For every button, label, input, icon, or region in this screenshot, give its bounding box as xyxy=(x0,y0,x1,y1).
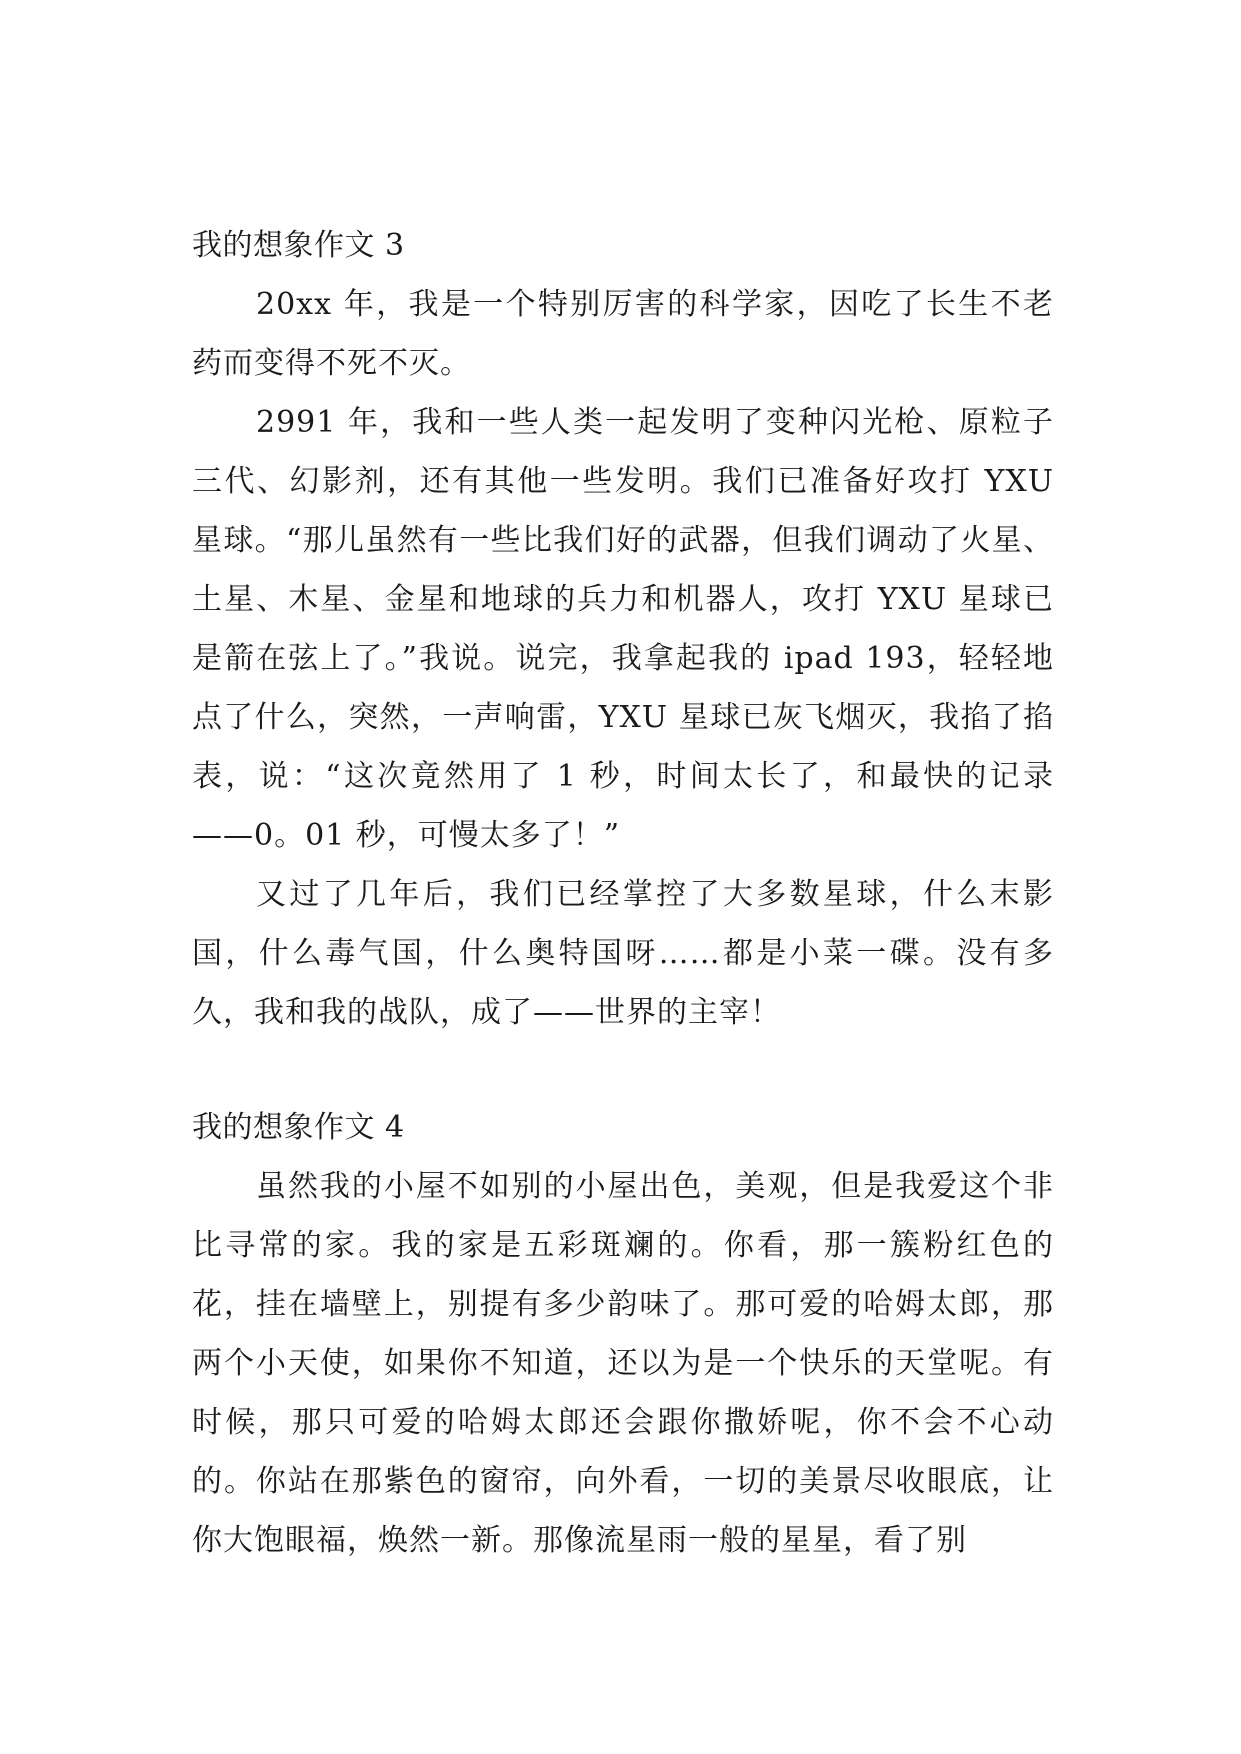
paragraph: 虽然我的小屋不如别的小屋出色，美观，但是我爱这个非比寻常的家。我的家是五彩斑斓的。你看，那一簇粉红色的花，挂在墙壁上，别提有多少韵味了。那可爱的哈姆太郎，那两个小天使，如果你不知道，还以为是一个快乐的天堂呢。有时候，那只可爱的哈姆太郎还会跟你撒娇呢，你不会不心动的。你站在那紫色的窗帘，向外看，一切的美景尽收眼底，让你大饱眼福，焕然一新。那像流星雨一般的星星，看了别 xyxy=(192,1169,1054,1558)
section-title: 我的想象作文 4 xyxy=(192,1110,405,1145)
essay-section-3 xyxy=(192,216,1054,1042)
document-body xyxy=(192,216,1054,1570)
paragraph: 又过了几年后，我们已经掌控了大多数星球，什么末影国，什么毒气国，什么奥特国呀……都是小菜一碟。没有多久，我和我的战队，成了——世界的主宰！ xyxy=(192,877,1054,1030)
section-spacer xyxy=(192,1042,1054,1098)
essay-section-4 xyxy=(192,1098,1054,1570)
paragraph: 20xx 年，我是一个特别厉害的科学家，因吃了长生不老药而变得不死不灭。 xyxy=(192,287,1054,381)
paragraph: 2991 年，我和一些人类一起发明了变种闪光枪、原粒子三代、幻影剂，还有其他一些发明。我们已准备好攻打 YXU 星球。“那儿虽然有一些比我们好的武器，但我们调动了火星、土星、木星、金星和地球的兵力和机器人，攻打 YXU 星球已是箭在弦上了。”我说。说完，我拿起我的 ipad 193，轻轻地点了什么，突然，一声响雷，YXU 星球已灰飞烟灭，我掐了掐表，说：“这次竟然用了 1 秒，时间太长了，和最快的记录——0。01 秒，可慢太多了！” xyxy=(192,405,1054,853)
section-title: 我的想象作文 3 xyxy=(192,228,405,263)
